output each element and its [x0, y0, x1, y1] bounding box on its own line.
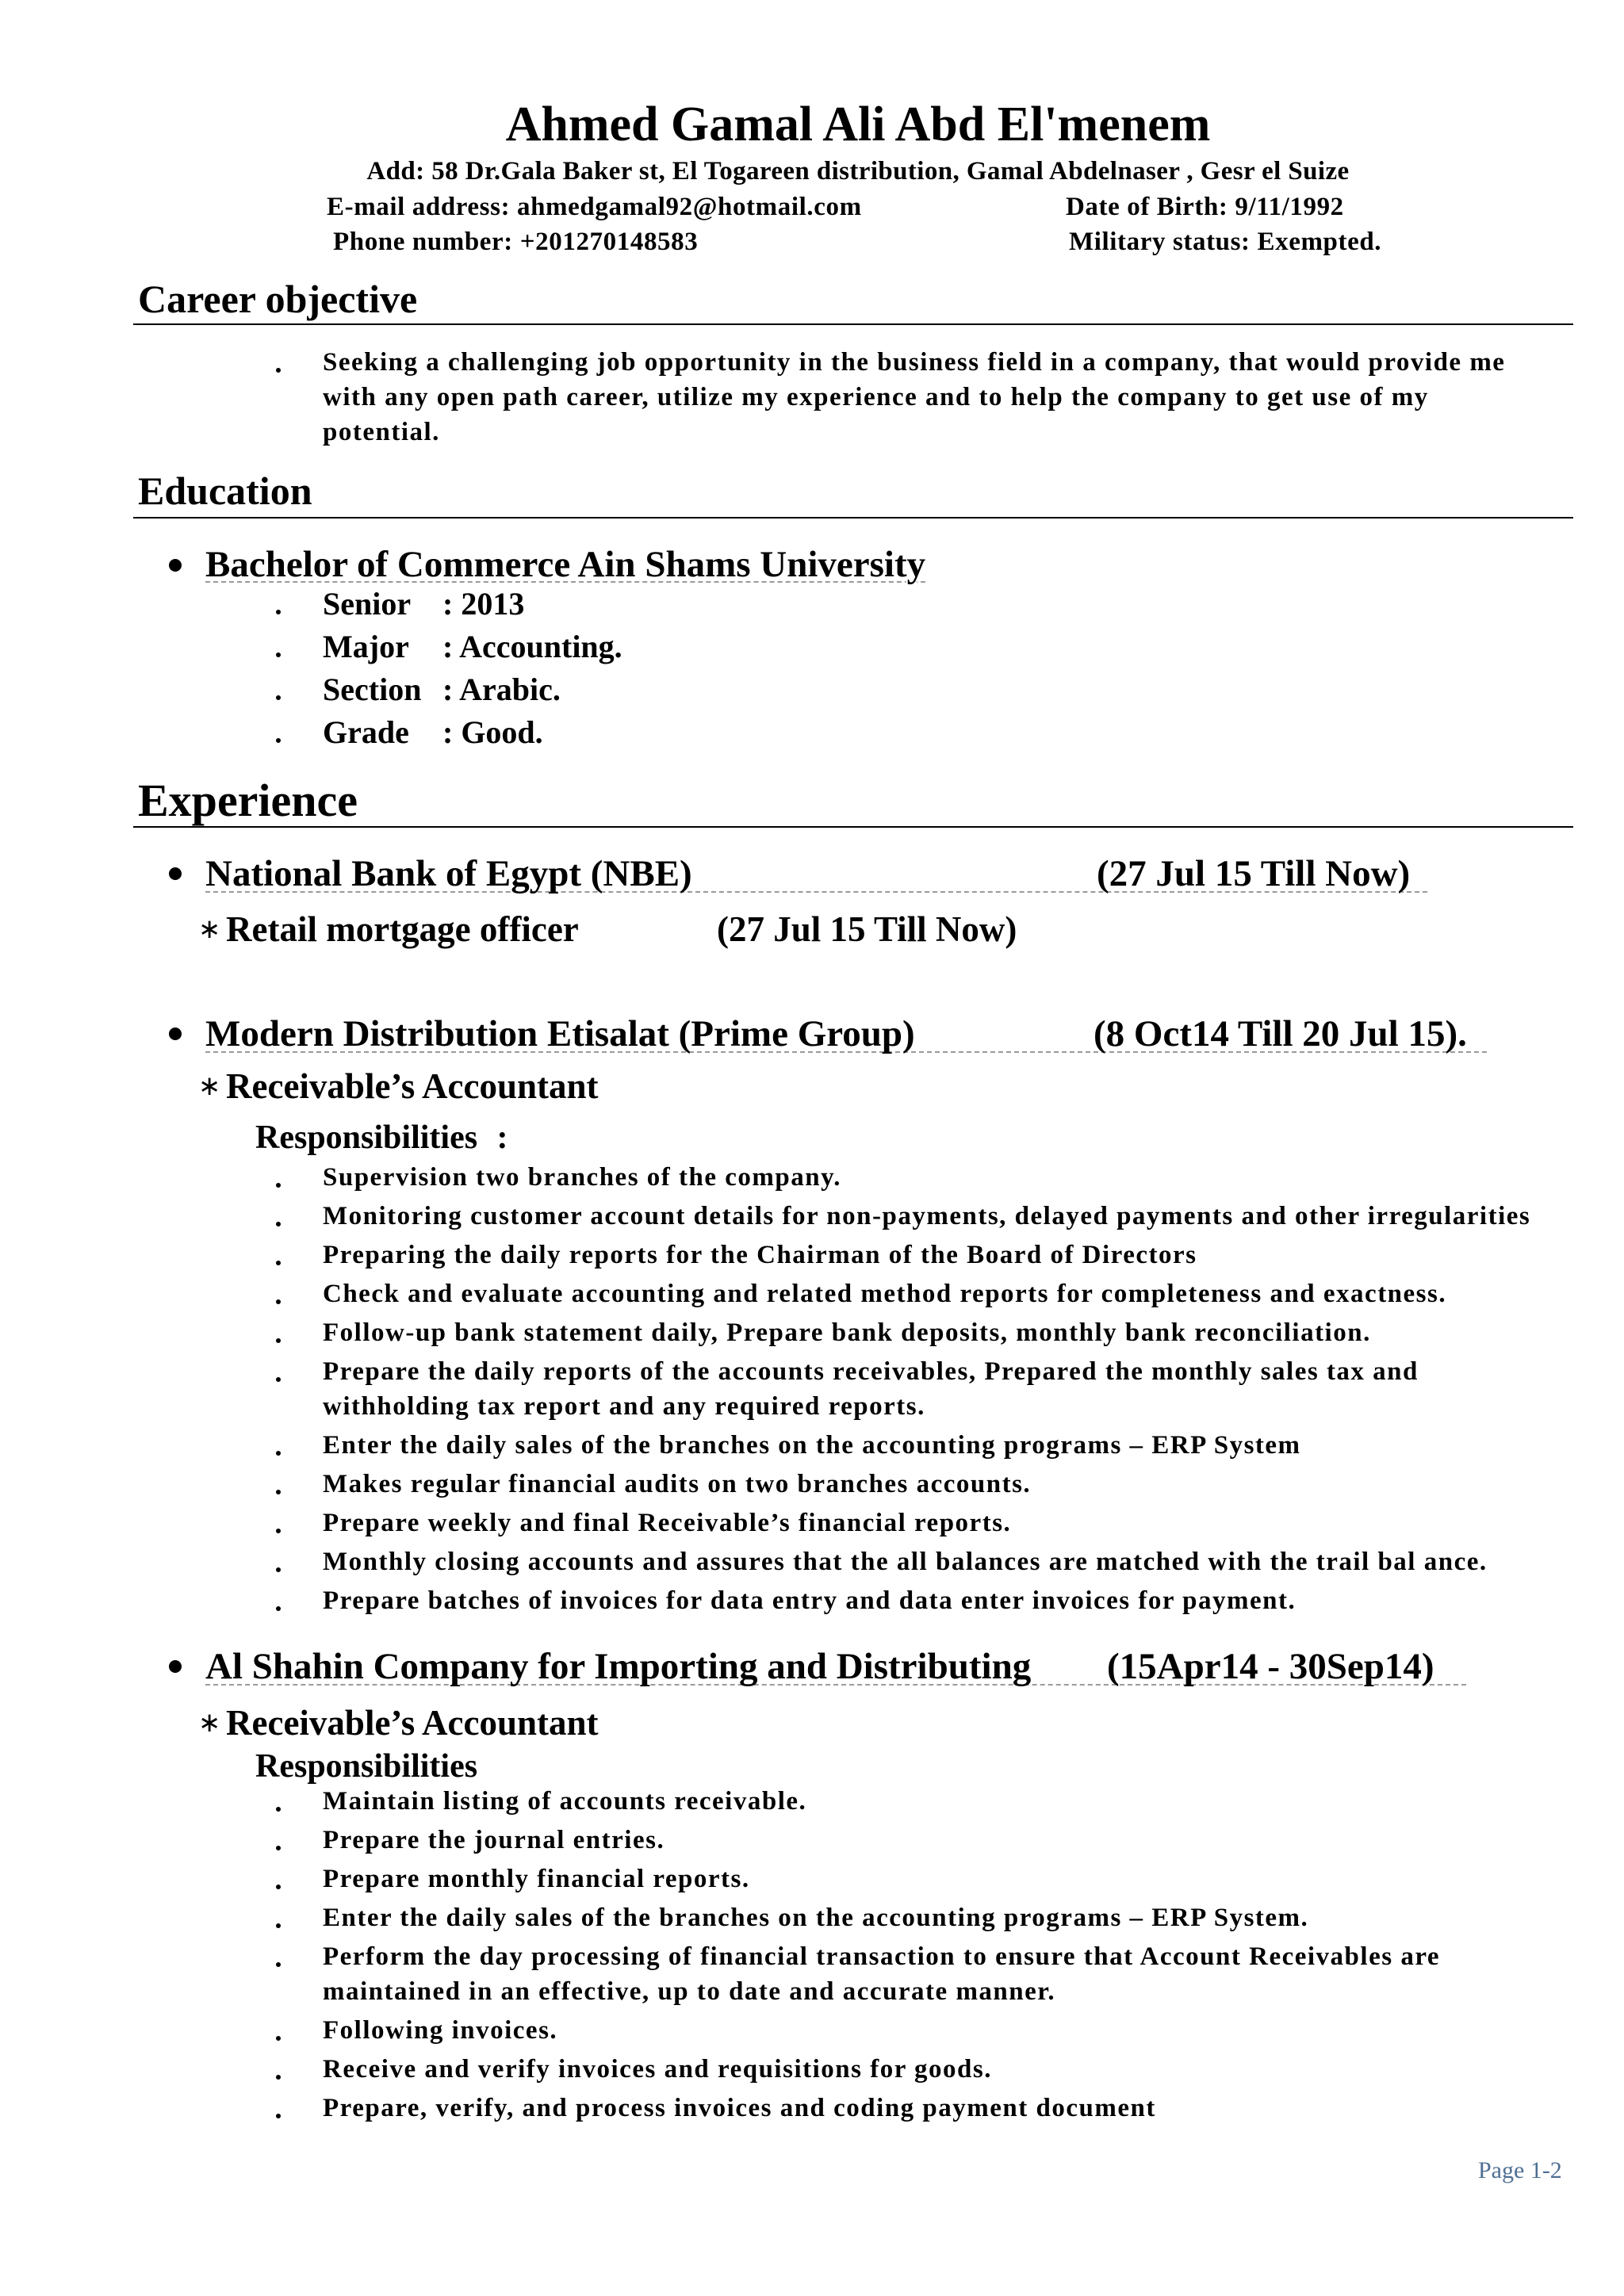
role-period: (27 Jul 15 Till Now) — [717, 909, 1017, 949]
responsibility-text: Follow-up bank statement daily, Prepare bank deposits, monthly bank reconciliation. — [323, 1318, 1371, 1347]
responsibility-text: Prepare the daily reports of the accounts receivables, Prepared the monthly sales tax and — [323, 1357, 1419, 1386]
bullet-icon — [276, 1846, 281, 1850]
degree-title: Bachelor of Commerce Ain Shams University — [205, 544, 926, 585]
responsibility-text: maintained in an effective, up to date and accurate manner. — [323, 1977, 1056, 2006]
responsibilities-label: Responsibilities — [255, 1748, 478, 1785]
responsibility-text: Makes regular financial audits on two branches accounts. — [323, 1470, 1032, 1498]
bullet-icon — [276, 1299, 281, 1304]
bullet-icon — [276, 1183, 281, 1188]
bullet-icon — [276, 1338, 281, 1343]
responsibility-item — [276, 2013, 1440, 2048]
bullet-icon — [276, 1377, 281, 1382]
responsibility-text: Monitoring customer account details for non-payments, delayed payments and other irregularities — [323, 1202, 1531, 1230]
candidate-name: Ahmed Gamal Ali Abd El'menem — [505, 98, 1211, 151]
detail-label: Section — [323, 672, 422, 707]
responsibility-item — [276, 1315, 1530, 1350]
responsibility-item — [276, 1354, 1530, 1424]
email-address: E-mail address: ahmedgamal92@hotmail.com — [327, 193, 862, 221]
bullet-icon — [276, 1606, 281, 1611]
bullet-icon — [276, 1529, 281, 1533]
bullet-icon — [276, 1807, 281, 1812]
education-heading: Education — [138, 469, 312, 513]
responsibility-item — [276, 1583, 1530, 1618]
bullet-icon — [276, 1923, 281, 1928]
bullet-icon — [169, 1027, 182, 1040]
detail-label: Major — [323, 629, 409, 664]
education-detail — [276, 583, 622, 626]
bullet-icon — [276, 695, 281, 700]
responsibility-text: Check and evaluate accounting and related method reports for completeness and exactness. — [323, 1280, 1447, 1308]
responsibility-item — [276, 1544, 1530, 1579]
bullet-icon — [276, 1222, 281, 1226]
address: Add: 58 Dr.Gala Baker st, El Togareen distribution, Gamal Abdelnaser , Gesr el Suize — [366, 157, 1350, 186]
detail-label: Senior — [323, 586, 412, 622]
career-objective-line: with any open path career, utilize my experience and to help the company to get use of my — [323, 383, 1429, 411]
employment-period: (15Apr14 - 30Sep14) — [1107, 1646, 1434, 1687]
responsibility-item — [276, 1160, 1530, 1195]
responsibility-item — [276, 1199, 1530, 1234]
experience-heading: Experience — [138, 775, 358, 826]
responsibility-text: Enter the daily sales of the branches on the accounting programs – ERP System. — [323, 1904, 1309, 1932]
education-detail — [276, 668, 622, 711]
career-objective-list — [276, 345, 1505, 453]
responsibility-item — [276, 1823, 1440, 1858]
company-name: National Bank of Egypt (NBE) — [205, 853, 692, 894]
bullet-icon — [276, 1567, 281, 1572]
responsibility-text: Perform the day processing of financial transaction to ensure that Account Receivables are — [323, 1942, 1441, 1971]
responsibility-text: Following invoices. — [323, 2016, 558, 2045]
education-detail — [276, 711, 622, 754]
degree — [205, 543, 925, 586]
responsibility-text: withholding tax report and any required reports. — [323, 1392, 925, 1421]
career-objective-heading: Career objective — [138, 277, 418, 321]
bullet-icon — [276, 2036, 281, 2041]
detail-value: : Accounting. — [442, 629, 622, 664]
responsibility-item — [276, 2091, 1440, 2126]
responsibilities-label: Responsibilities : — [255, 1119, 508, 1156]
bullet-icon — [169, 867, 182, 880]
responsibility-item — [276, 1784, 1440, 1819]
phone-number: Phone number: +201270148583 — [333, 228, 699, 256]
asterisk-icon — [198, 1066, 221, 1106]
company-name: Al Shahin Company for Importing and Distributing — [205, 1646, 1032, 1687]
bullet-icon — [276, 368, 281, 373]
responsibility-text: Monthly closing accounts and assures that the all balances are matched with the trail bal ance. — [323, 1548, 1488, 1576]
detail-value: : Arabic. — [442, 672, 561, 707]
asterisk-icon — [198, 1703, 221, 1743]
bullet-icon — [276, 1885, 281, 1889]
responsibility-item — [276, 1276, 1530, 1311]
responsibility-text: Prepare weekly and final Receivable’s financial reports. — [323, 1509, 1012, 1537]
section-divider — [133, 517, 1573, 519]
bullet-icon — [276, 1261, 281, 1265]
section-divider — [133, 826, 1573, 828]
detail-value: : 2013 — [442, 586, 525, 622]
responsibility-text: Enter the daily sales of the branches on the accounting programs – ERP System — [323, 1431, 1301, 1460]
career-objective-line: potential. — [323, 418, 440, 446]
company-name: Modern Distribution Etisalat (Prime Group) — [205, 1013, 915, 1054]
responsibility-text: Maintain listing of accounts receivable. — [323, 1787, 807, 1816]
page-number: Page 1-2 — [1478, 2157, 1562, 2183]
responsibility-text: Prepare monthly financial reports. — [323, 1865, 750, 1893]
responsibilities-list — [276, 1784, 1440, 2130]
bullet-icon — [276, 1490, 281, 1494]
employment-period: (27 Jul 15 Till Now) — [1097, 853, 1411, 894]
responsibility-text: Prepare batches of invoices for data entry and data enter invoices for payment. — [323, 1586, 1297, 1615]
education-detail — [276, 626, 622, 668]
bullet-icon — [169, 559, 182, 572]
bullet-icon — [169, 1660, 182, 1673]
section-divider — [133, 323, 1573, 325]
responsibility-item — [276, 1506, 1530, 1540]
responsibility-text: Receive and verify invoices and requisitions for goods. — [323, 2055, 992, 2084]
asterisk-icon — [198, 909, 221, 949]
career-objective-item — [276, 345, 1505, 450]
responsibility-item — [276, 1939, 1440, 2009]
responsibility-item — [276, 2052, 1440, 2087]
bullet-icon — [276, 738, 281, 743]
responsibilities-list — [276, 1160, 1530, 1622]
responsibility-text: Prepare, verify, and process invoices and coding payment document — [323, 2094, 1156, 2122]
employment-period: (8 Oct14 Till 20 Jul 15). — [1094, 1013, 1467, 1054]
bullet-icon — [276, 1962, 281, 1967]
date-of-birth: Date of Birth: 9/11/1992 — [1066, 193, 1344, 221]
bullet-icon — [276, 610, 281, 614]
responsibility-text: Preparing the daily reports for the Chairman of the Board of Directors — [323, 1241, 1197, 1269]
responsibility-text: Prepare the journal entries. — [323, 1826, 665, 1854]
responsibility-text: Supervision two branches of the company. — [323, 1163, 842, 1192]
education-details — [276, 583, 622, 754]
job-role: Retail mortgage officer — [226, 909, 579, 949]
military-status: Military status: Exempted. — [1069, 228, 1382, 256]
detail-label: Grade — [323, 714, 409, 750]
job-role: Receivable’s Accountant — [226, 1703, 599, 1743]
responsibility-item — [276, 1862, 1440, 1896]
responsibility-item — [276, 1467, 1530, 1502]
responsibility-item — [276, 1900, 1440, 1935]
bullet-icon — [276, 1451, 281, 1456]
job-role: Receivable’s Accountant — [226, 1066, 599, 1106]
bullet-icon — [276, 652, 281, 657]
responsibility-item — [276, 1238, 1530, 1272]
responsibility-item — [276, 1428, 1530, 1463]
bullet-icon — [276, 2114, 281, 2118]
career-objective-line: Seeking a challenging job opportunity in the business field in a company, that would provide me — [323, 348, 1506, 377]
bullet-icon — [276, 2075, 281, 2080]
detail-value: : Good. — [442, 714, 543, 750]
